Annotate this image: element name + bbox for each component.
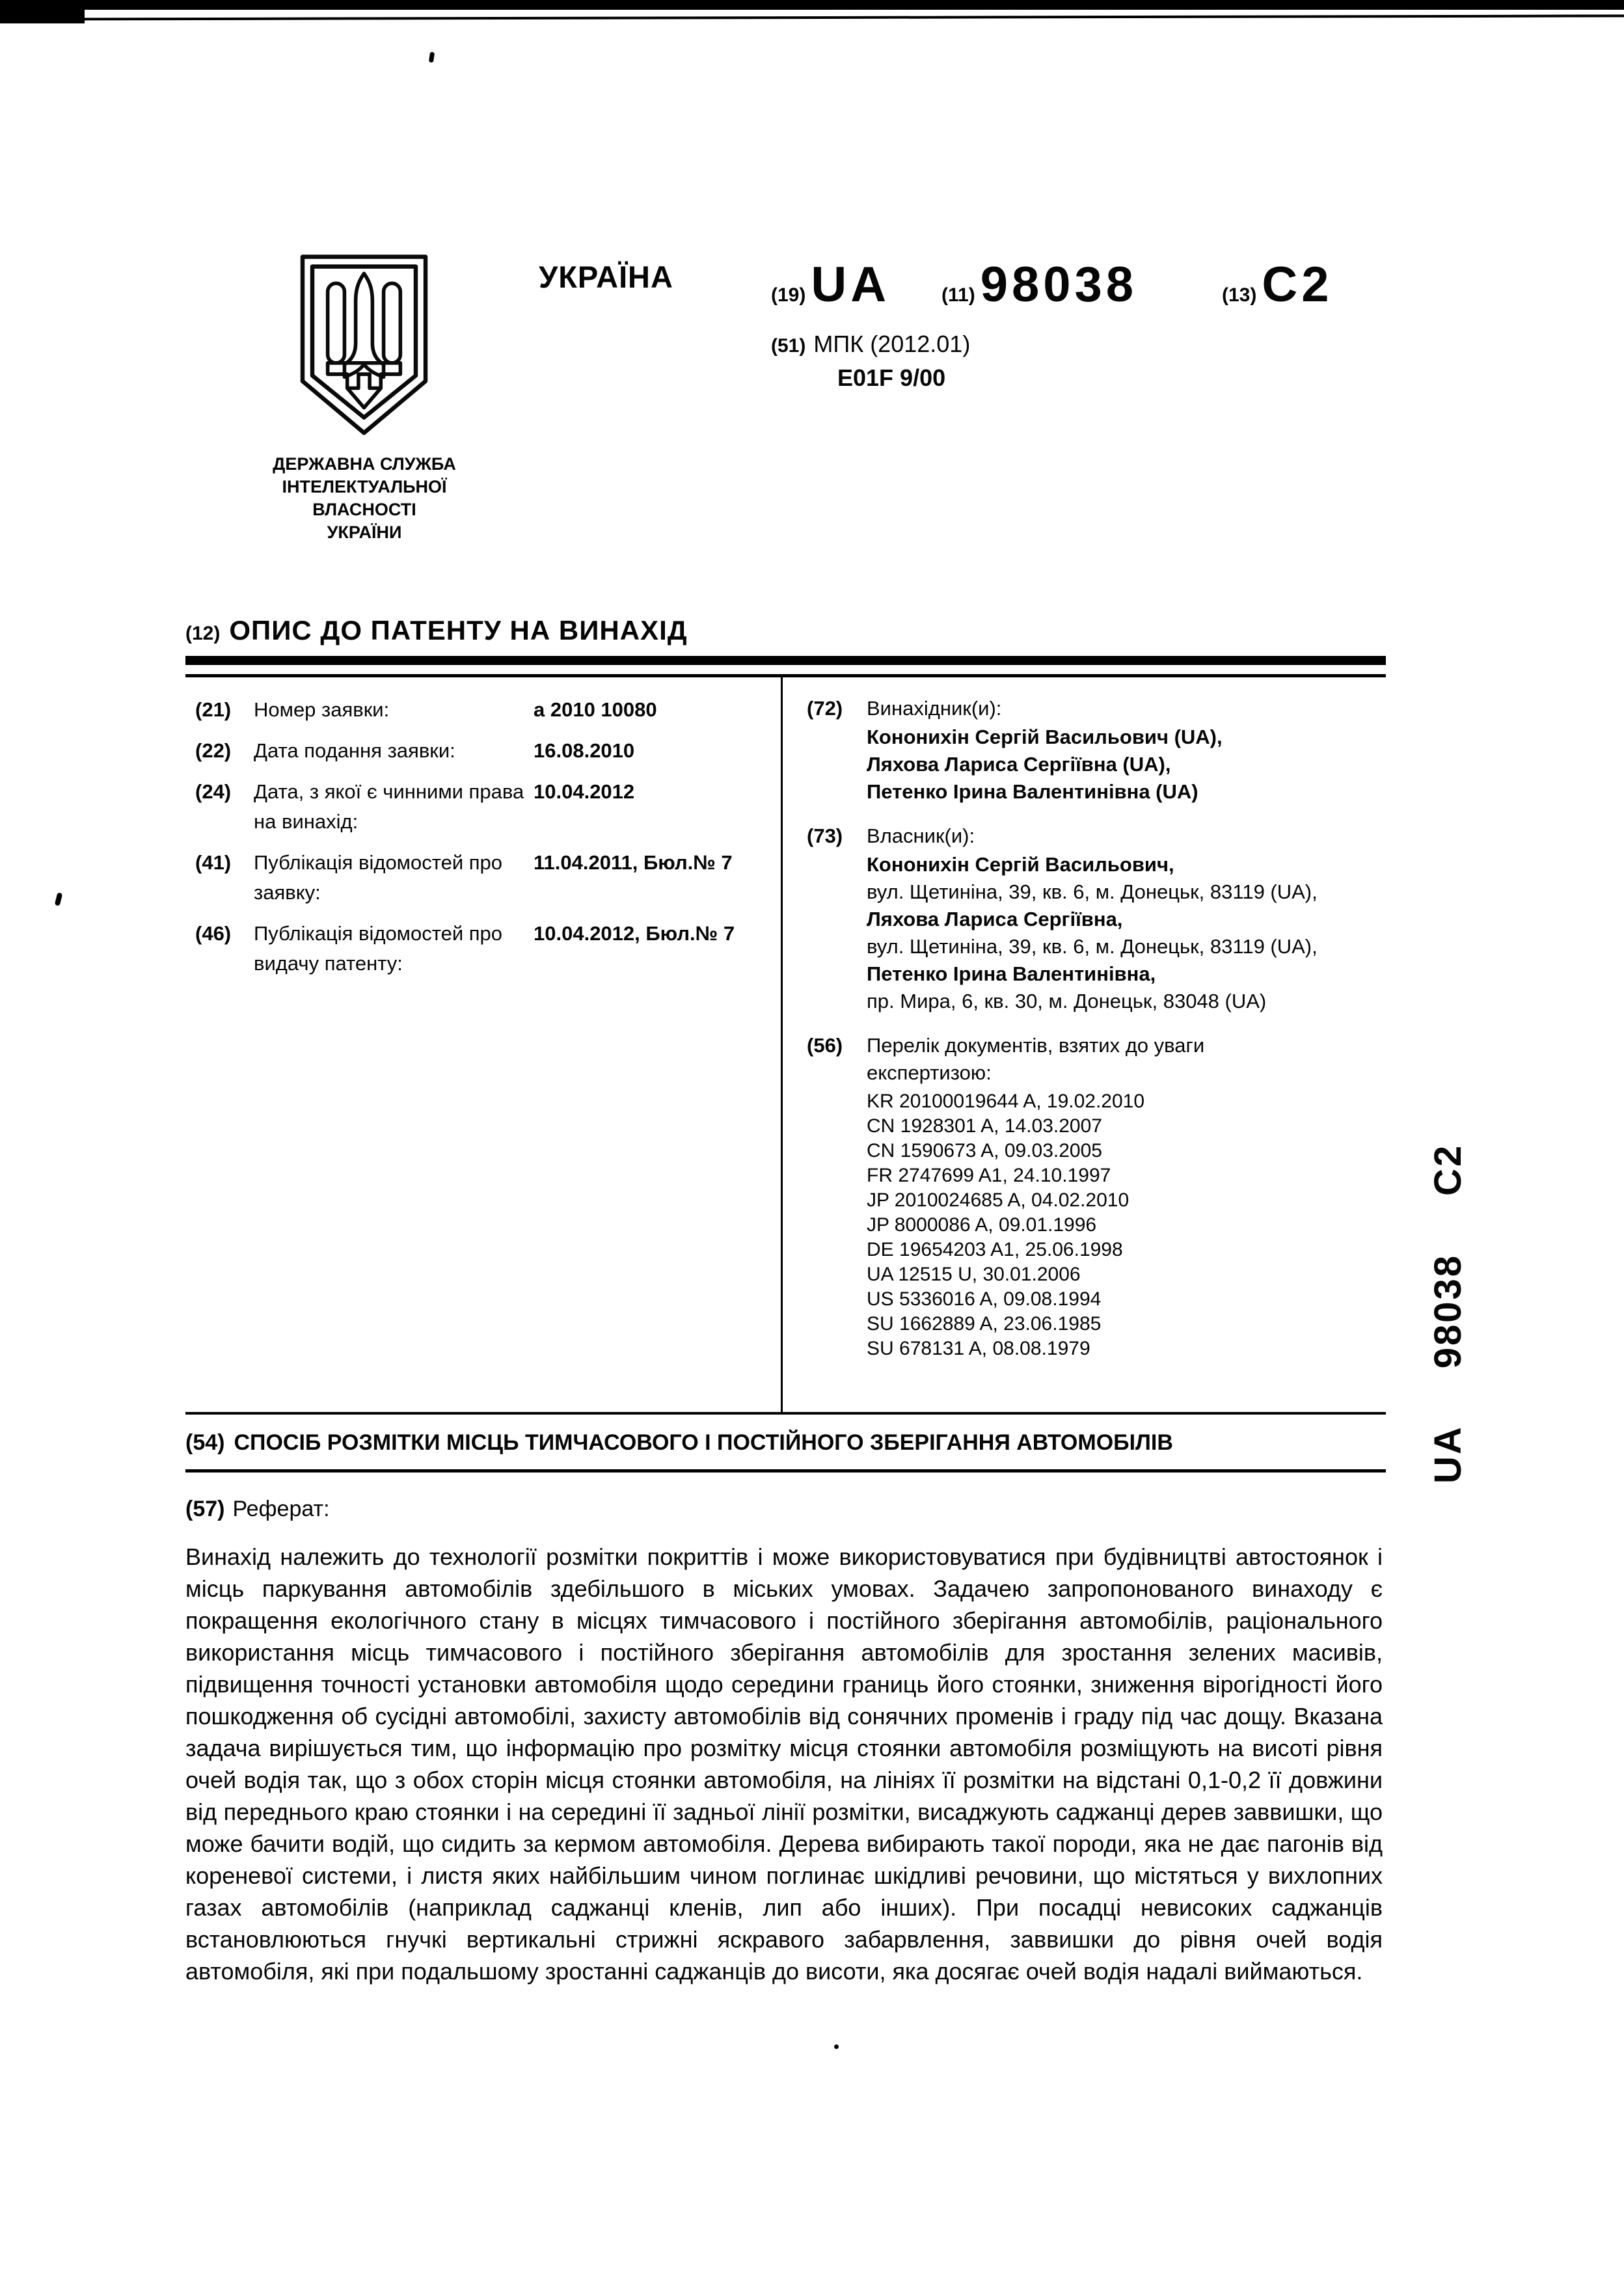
owner-address: вул. Щетиніна, 39, кв. 6, м. Донецьк, 83119 (UA),	[867, 935, 1318, 958]
citation-item: SU 678131 A, 08.08.1979	[867, 1338, 1090, 1359]
country-title: УКРАЇНА	[539, 260, 673, 294]
inid-51-tag: (51)	[771, 335, 806, 357]
citation-item: US 5336016 A, 09.08.1994	[867, 1288, 1102, 1310]
inid-19-tag: (19)	[771, 284, 806, 306]
owner-address: пр. Мира, 6, кв. 30, м. Донецьк, 83048 (UA)	[867, 990, 1267, 1012]
abstract-heading	[185, 1497, 330, 1522]
field-tag: (21)	[195, 698, 232, 721]
bibliographic-fields-left	[195, 695, 781, 990]
publication-number-field	[941, 257, 1138, 312]
office-name-line: ІНТЕЛЕКТУАЛЬНОЇ	[282, 477, 447, 496]
field-tag: (46)	[195, 922, 232, 945]
column-divider	[781, 677, 783, 1413]
field-value: 16.08.2010	[534, 739, 635, 762]
field-value: а 2010 10080	[534, 698, 657, 721]
biblio-field-row	[195, 695, 781, 725]
scan-artifact	[834, 2044, 839, 2049]
owners-block	[807, 822, 1379, 1015]
inid-12-tag: (12)	[185, 623, 221, 644]
owner-entry	[867, 851, 1322, 906]
document-type-text: ОПИС ДО ПАТЕНТУ НА ВИНАХІД	[229, 615, 688, 645]
citation-item: FR 2747699 A1, 24.10.1997	[867, 1165, 1111, 1186]
ipc-class: E01F 9/00	[837, 364, 946, 391]
citations-block	[807, 1032, 1379, 1361]
scan-top-line	[0, 14, 1624, 20]
field-value: 10.04.2012, Бюл.№ 7	[534, 922, 735, 945]
inventors-label: Винахідник(и):	[867, 697, 1002, 720]
field-label: Публікація відомостей про видачу патенту:	[254, 922, 503, 975]
citation-item: SU 1662889 A, 23.06.1985	[867, 1313, 1102, 1335]
kind-code-field	[1222, 257, 1333, 312]
biblio-field-row	[195, 736, 781, 766]
issuing-office-name	[257, 453, 472, 544]
office-name-line: ВЛАСНОСТІ	[312, 500, 416, 519]
scan-artifact	[429, 52, 435, 63]
citation-item: JP 2010024685 A, 04.02.2010	[867, 1189, 1130, 1211]
inventor-name: Кононихін Сергій Васильович (UA),	[867, 726, 1223, 748]
country-code-field	[771, 257, 891, 312]
invention-title	[185, 1429, 1173, 1456]
country-code-value: UA	[811, 257, 891, 312]
inid-11-tag: (11)	[941, 284, 975, 306]
header-rule-thick	[185, 656, 1386, 665]
header-rule-thin	[185, 674, 1386, 677]
biblio-field-row	[195, 777, 781, 837]
citation-item: KR 20100019644 A, 19.02.2010	[867, 1091, 1145, 1112]
ukraine-coat-of-arms-icon	[294, 251, 434, 443]
citation-item: UA 12515 U, 30.01.2006	[867, 1264, 1081, 1285]
publication-number-value: 98038	[980, 257, 1138, 312]
inid-13-tag: (13)	[1222, 284, 1257, 306]
scan-artifact	[55, 892, 63, 906]
scan-top-border	[0, 0, 1624, 10]
scan-corner-blotch	[0, 0, 85, 23]
abstract-label: Реферат:	[232, 1497, 330, 1521]
citation-item: CN 1928301 A, 14.03.2007	[867, 1115, 1102, 1137]
abstract-text: Винахід належить до технології розмітки покриттів і може використовуватися при будівництві автостоянок і місць паркування автомобілів здебільшого в міських умовах. Задачею запропонованого винаходу є покращення екологічного стану в місцях тимчасового і постійного зберігання автомобілів, раціонального використання місць тимчасового і постійного зберігання автомобілів для зростання зелених масивів, підвищення точності установки автомобіля щодо середини границь його стоянки, зниження вірогідності його пошкодження об сусідні автомобілі, захисту автомобілів від сонячних променів і граду під час дощу. Вказана задача вирішується тим, що інформацію про розмітку місця стоянки автомобіля розміщують на висоті рівня очей водія так, що з обох сторін місця стоянки автомобіля, на лініях її розмітки на відстані 0,1-0,2 її довжини від переднього краю стоянки і на середині її задньої лінії розмітки, висаджують саджанці дерев заввишки, що може бачити водій, що сидить за кермом автомобіля. Дерева вибирають такої породи, яка не дає пагонів від кореневої системи, і листя яких найбільшим чином поглинає шкідливі речовини, що містяться у вихлопних газах автомобілів (наприклад саджанці кленів, лип або інших). При посадці невисоких саджанців встановлюються гнучкі вертикальні стрижні яскравого забарвлення, заввишки до рівня очей водія автомобіля, які при подальшому зростанні саджанців до висоти, яка досягає очей водія надалі виймаються.	[185, 1543, 1383, 1985]
document-type-title	[185, 615, 688, 646]
inid-54-tag: (54)	[185, 1430, 225, 1455]
citation-item: CN 1590673 A, 09.03.2005	[867, 1140, 1102, 1161]
field-value: 10.04.2012	[534, 780, 635, 803]
biblio-field-row	[195, 848, 781, 908]
inid-72-tag: (72)	[807, 697, 843, 720]
citation-item: JP 8000086 A, 09.01.1996	[867, 1214, 1097, 1236]
field-tag: (24)	[195, 780, 232, 803]
owner-entry	[867, 906, 1322, 960]
bibliographic-fields-right	[807, 695, 1379, 1378]
owner-name: Петенко Ірина Валентинівна,	[867, 962, 1156, 985]
field-tag: (22)	[195, 739, 232, 762]
field-value: 11.04.2011, Бюл.№ 7	[534, 851, 733, 874]
owner-name: Ляхова Лариса Сергіївна,	[867, 908, 1123, 930]
ipc-edition: МПК (2012.01)	[813, 331, 971, 357]
office-name-line: УКРАЇНИ	[327, 522, 402, 542]
inid-56-tag: (56)	[807, 1034, 843, 1057]
field-label: Дата подання заявки:	[254, 739, 455, 762]
inventors-block	[807, 695, 1379, 806]
title-section-rule-bottom	[185, 1469, 1386, 1472]
kind-code-value: C2	[1262, 257, 1333, 312]
biblio-field-row	[195, 919, 781, 979]
field-label: Публікація відомостей про заявку:	[254, 851, 503, 904]
owner-entry	[867, 960, 1322, 1015]
title-section-rule-top	[185, 1412, 1386, 1415]
office-name-line: ДЕРЖАВНА СЛУЖБА	[273, 454, 456, 474]
citations-label: Перелік документів, взятих до уваги експертизою:	[867, 1034, 1205, 1084]
vertical-patent-id: UA 98038 C2	[1427, 1143, 1469, 1484]
invention-title-text: СПОСІБ РОЗМІТКИ МІСЦЬ ТИМЧАСОВОГО І ПОСТІЙНОГО ЗБЕРІГАННЯ АВТОМОБІЛІВ	[234, 1430, 1173, 1455]
inid-73-tag: (73)	[807, 824, 843, 847]
owners-label: Власник(и):	[867, 824, 975, 847]
owner-address: вул. Щетиніна, 39, кв. 6, м. Донецьк, 83119 (UA),	[867, 880, 1318, 903]
field-label: Дата, з якої є чинними права на винахід:	[254, 780, 524, 833]
inventor-name: Ляхова Лариса Сергіївна (UA),	[867, 753, 1171, 776]
inid-57-tag: (57)	[185, 1497, 225, 1521]
owner-name: Кононихін Сергій Васильович,	[867, 853, 1174, 876]
field-label: Номер заявки:	[254, 698, 390, 721]
inventor-name: Петенко Ірина Валентинівна (UA)	[867, 780, 1198, 803]
ipc-field	[771, 331, 970, 358]
field-tag: (41)	[195, 851, 232, 874]
citation-item: DE 19654203 A1, 25.06.1998	[867, 1239, 1123, 1260]
